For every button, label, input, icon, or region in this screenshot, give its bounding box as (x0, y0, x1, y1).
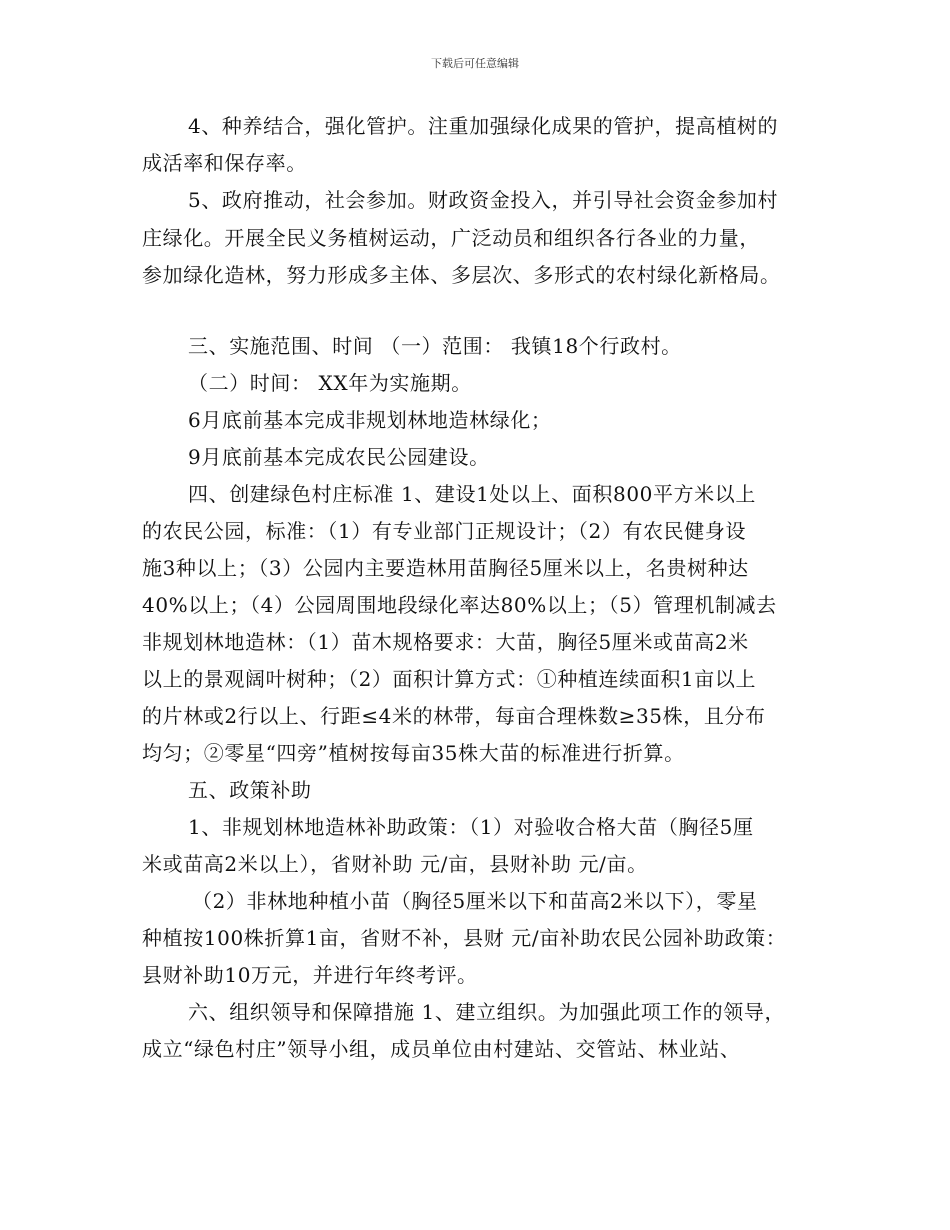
body-line-15: 以上的景观阔叶树种；（2）面积计算方式：①种植连续面积1亩以上 (142, 667, 757, 691)
body-line-14: 非规划林地造林：（1）苗木规格要求：大苗，胸径5厘米或苗高2米 (142, 630, 749, 654)
body-line-7: （二）时间： XX年为实施期。 (188, 371, 472, 395)
body-line-8: 6月底前基本完成非规划林地造林绿化； (188, 408, 552, 432)
body-line-21: （2）非林地种植小苗（胸径5厘米以下和苗高2米以下），零星 (192, 889, 758, 913)
body-line-6: 三、实施范围、时间 （一）范围： 我镇18个行政村。 (188, 334, 682, 358)
body-line-24: 六、组织领导和保障措施 1、建立组织。为加强此项工作的领导， (188, 1000, 786, 1024)
body-line-12: 施3种以上；（3）公园内主要造林用苗胸径5厘米以上，名贵树种达 (142, 556, 749, 580)
body-line-16: 的片林或2行以上、行距≤4米的林带，每亩合理株数≥35株，且分布 (142, 704, 766, 728)
body-line-20: 米或苗高2米以上），省财补助 元/亩，县财补助 元/亩。 (142, 852, 648, 876)
body-line-10: 四、创建绿色村庄标准 1、建设1处以上、面积800平方米以上 (188, 482, 756, 506)
body-line-17: 均匀；②零星“四旁”植树按每亩35株大苗的标准进行折算。 (142, 741, 685, 765)
body-line-18: 五、政策补助 (188, 778, 312, 802)
body-line-3: 5、政府推动，社会参加。财政资金投入，并引导社会资金参加村 (188, 188, 779, 212)
body-line-25: 成立“绿色村庄”领导小组，成员单位由村建站、交管站、林业站、 (142, 1037, 741, 1061)
body-line-1: 4、种养结合，强化管护。注重加强绿化成果的管护，提高植树的 (188, 114, 779, 138)
body-line-19: 1、非规划林地造林补助政策：（1）对验收合格大苗（胸径5厘 (188, 815, 754, 839)
body-line-22: 种植按100株折算1亩，省财不补，县财 元/亩补助农民公园补助政策： (142, 926, 787, 950)
body-line-11: 的农民公园，标准：（1）有专业部门正规设计；（2）有农民健身设 (142, 519, 747, 543)
body-line-4: 庄绿化。开展全民义务植树运动，广泛动员和组织各行各业的力量， (142, 226, 760, 250)
body-line-5: 参加绿化造林，努力形成多主体、多层次、多形式的农村绿化新格局。 (142, 263, 781, 287)
page-header-note: 下载后可任意编辑 (431, 57, 519, 70)
body-line-23: 县财补助10万元，并进行年终考评。 (142, 963, 478, 987)
body-line-13: 40%以上；（4）公园周围地段绿化率达80%以上；（5）管理机制减去 (142, 593, 777, 617)
body-line-9: 9月底前基本完成农民公园建设。 (188, 445, 490, 469)
body-line-2: 成活率和保存率。 (142, 151, 307, 175)
